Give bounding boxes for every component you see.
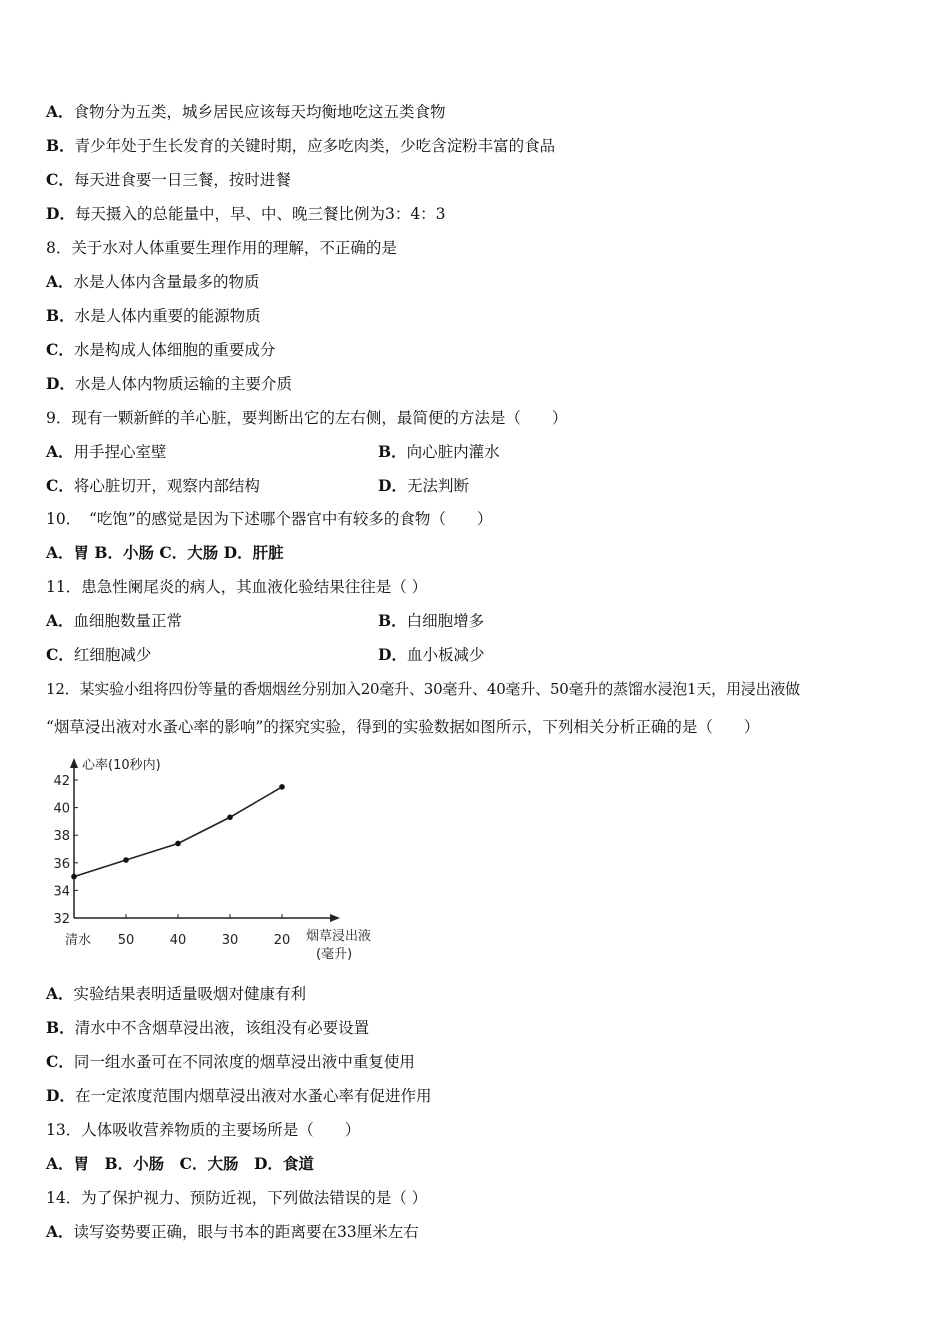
x-tick-label: 50: [117, 933, 135, 948]
data-point: [123, 857, 129, 863]
y-axis-arrow: [70, 758, 78, 768]
q9-stem: 9．现有一颗新鲜的羊心脏，要判断出它的左右侧，最简便的方法是（ ）: [46, 409, 568, 427]
q10-options: A．胃 B．小肠 C．大肠 D．肝脏: [46, 543, 284, 562]
y-tick-label: 38: [53, 829, 70, 845]
y-tick-label: 36: [53, 856, 70, 872]
x-tick-label: 20: [273, 933, 291, 948]
q14-option-a: A．读写姿势要正确，眼与书本的距离要在33厘米左右: [46, 1222, 419, 1241]
q8-option-b: B．水是人体内重要的能源物质: [46, 306, 261, 325]
q11-option-d: D．血小板减少: [378, 645, 485, 664]
q7-option-a: A．食物分为五类，城乡居民应该每天均衡地吃这五类食物: [46, 102, 446, 121]
x-axis-label: 烟草浸出液: [306, 929, 372, 944]
series-line: [74, 787, 282, 877]
y-tick-label: 40: [53, 801, 70, 817]
q12-stem-line1: 12．某实验小组将四份等量的香烟烟丝分别加入20毫升、30毫升、40毫升、50毫升的蒸馏水浸泡1天，用浸出液做: [46, 680, 800, 698]
q8-option-d: D．水是人体内物质运输的主要介质: [46, 374, 292, 393]
q14-stem: 14．为了保护视力、预防近视，下列做法错误的是（ ）: [46, 1189, 428, 1207]
x-tick-label: 清水: [64, 933, 92, 948]
q7-option-c: C．每天进食要一日三餐，按时进餐: [46, 170, 291, 189]
data-point: [71, 874, 77, 880]
q11-option-b: B．白细胞增多: [378, 611, 485, 630]
q12-option-c: C．同一组水蚤可在不同浓度的烟草浸出液中重复使用: [46, 1052, 415, 1071]
q9-option-a: A．用手捏心室壁: [46, 442, 167, 461]
y-tick-label: 32: [53, 912, 70, 927]
y-tick-label: 34: [53, 884, 70, 900]
data-point: [279, 784, 285, 790]
q12-stem-line2: “烟草浸出液对水蚤心率的影响”的探究实验，得到的实验数据如图所示，下列相关分析正确的是（ ）: [46, 718, 760, 736]
q12-option-b: B．清水中不含烟草浸出液，该组没有必要设置: [46, 1018, 370, 1037]
q10-stem: 10． “吃饱”的感觉是因为下述哪个器官中有较多的食物（ ）: [46, 510, 493, 528]
q13-options: A．胃 B．小肠 C．大肠 D．食道: [46, 1154, 314, 1173]
y-tick-label: 42: [53, 774, 70, 789]
q11-option-a: A．血细胞数量正常: [46, 611, 183, 630]
x-tick-label: 40: [169, 933, 187, 948]
q9-option-b: B．向心脏内灌水: [378, 442, 500, 461]
q13-stem: 13．人体吸收营养物质的主要场所是（ ）: [46, 1121, 361, 1139]
data-point: [227, 814, 233, 820]
q12-option-a: A．实验结果表明适量吸烟对健康有利: [46, 984, 307, 1003]
q11-stem: 11．患急性阑尾炎的病人，其血液化验结果往往是（ ）: [46, 578, 428, 596]
x-axis-unit-label: (毫升): [316, 947, 353, 962]
heart-rate-line-chart: [44, 752, 394, 967]
q9-option-c: C．将心脏切开，观察内部结构: [46, 476, 260, 495]
q7-option-d: D．每天摄入的总能量中，早、中、晚三餐比例为3：4：3: [46, 204, 446, 223]
q12-option-d: D．在一定浓度范围内烟草浸出液对水蚤心率有促进作用: [46, 1086, 432, 1105]
q11-option-c: C．红细胞减少: [46, 645, 152, 664]
x-tick-label: 30: [221, 933, 239, 948]
q8-stem: 8．关于水对人体重要生理作用的理解，不正确的是: [46, 239, 397, 257]
q9-option-d: D．无法判断: [378, 476, 469, 495]
y-axis-label: 心率(10秒内): [82, 758, 161, 773]
q7-option-b: B．青少年处于生长发育的关键时期，应多吃肉类，少吃含淀粉丰富的食品: [46, 136, 556, 155]
data-point: [175, 841, 181, 847]
q8-option-c: C．水是构成人体细胞的重要成分: [46, 340, 276, 359]
chart-marks: [71, 784, 285, 879]
chart-axes: [53, 758, 340, 948]
q8-option-a: A．水是人体内含量最多的物质: [46, 272, 260, 291]
x-axis-arrow: [330, 914, 340, 922]
